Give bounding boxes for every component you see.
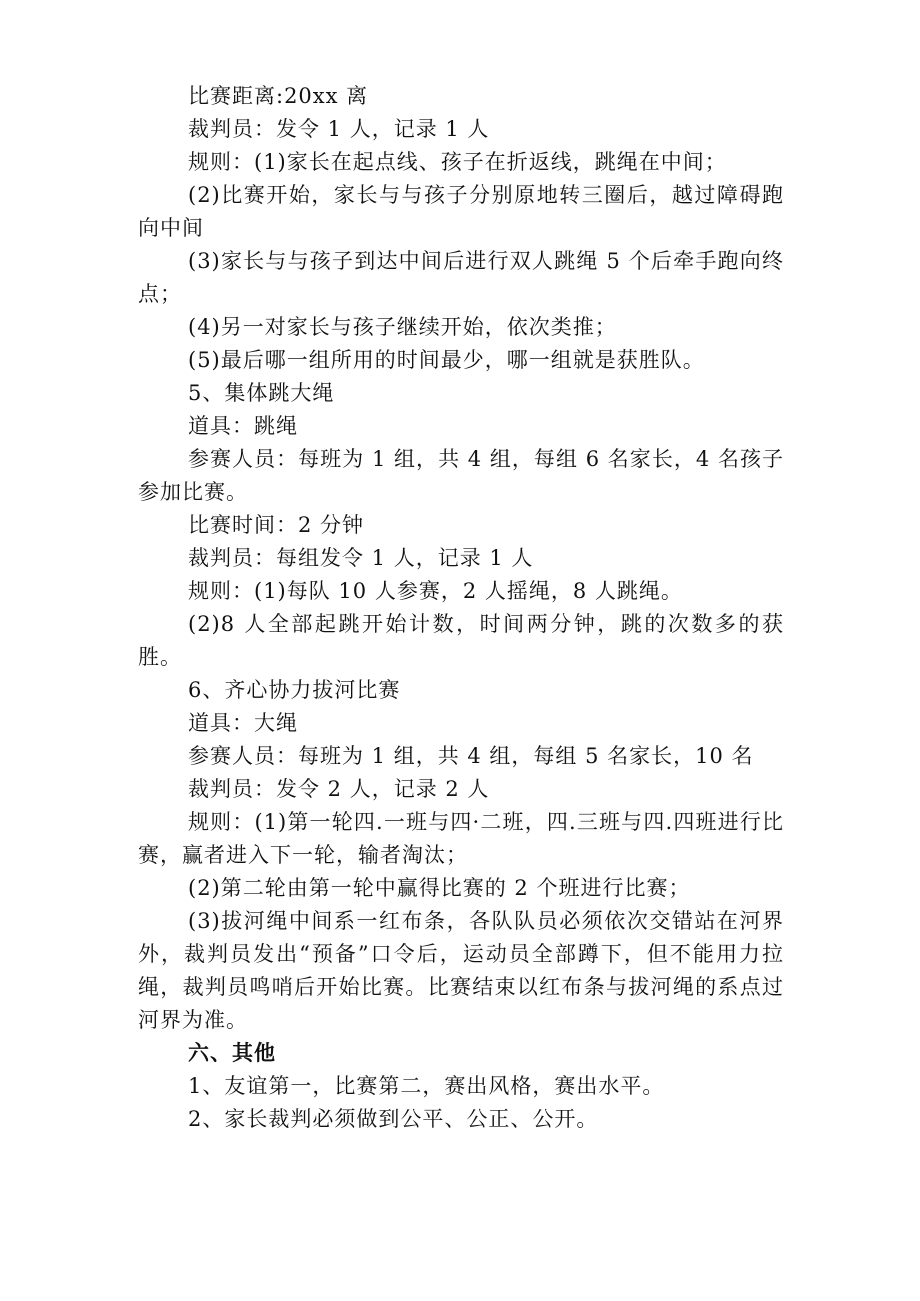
paragraph-referee-group: 裁判员：每组发令 1 人，记录 1 人 [188,546,534,570]
paragraph-tug-rule-3: (3)拔河绳中间系一红布条，各队队员必须依次交错站在河界外，裁判员发出“预备”口令后，运动员全部蹲下，但不能用力拉绳，裁判员鸣哨后开始比赛。比赛结束以红布条与拔河绳的系点过河界为准。 [138,909,784,1032]
paragraph-jump-rule-1: 规则：(1)每队 10 人参赛，2 人摇绳，8 人跳绳。 [188,579,683,603]
paragraph-rule-4: (4)另一对家长与孩子继续开始，依次类推； [188,315,617,339]
paragraph-race-distance: 比赛距离:20xx 离 [188,84,369,108]
paragraph-closing-2: 2、家长裁判必须做到公平、公正、公开。 [188,1107,599,1131]
paragraph-tug-rule-2: (2)第二轮由第一轮中赢得比赛的 2 个班进行比赛； [188,876,691,900]
document-page [138,80,784,1136]
paragraph-rule-5: (5)最后哪一组所用的时间最少，哪一组就是获胜队。 [188,348,705,372]
paragraph-jump-rule-2: (2)8 人全部起跳开始计数，时间两分钟，跳的次数多的获胜。 [138,612,784,669]
paragraph-participants: 参赛人员：每班为 1 组，共 4 组，每组 6 名家长，4 名孩子参加比赛。 [138,447,784,504]
paragraph-event-5-title: 5、集体跳大绳 [188,381,335,405]
paragraph-tug-rule-1: 规则：(1)第一轮四.一班与四·二班，四.三班与四.四班进行比赛，赢者进入下一轮，输者淘汰； [138,810,784,867]
paragraph-tug-referee: 裁判员：发令 2 人，记录 2 人 [188,777,490,801]
paragraph-rule-3: (3)家长与与孩子到达中间后进行双人跳绳 5 个后牵手跑向终点； [138,249,784,306]
paragraph-closing-1: 1、友谊第一，比赛第二，赛出风格，赛出水平。 [188,1074,665,1098]
paragraph-props: 道具：跳绳 [188,414,298,438]
paragraph-tug-participants: 参赛人员：每班为 1 组，共 4 组，每组 5 名家长，10 名 [188,744,754,768]
paragraph-rule-2: (2)比赛开始，家长与与孩子分别原地转三圈后，越过障碍跑向中间 [138,183,784,240]
section-heading: 六、其他 [188,1041,276,1065]
paragraph-event-6-title: 6、齐心协力拔河比赛 [188,678,401,702]
paragraph-props-rope: 道具：大绳 [188,711,298,735]
paragraph-referee: 裁判员：发令 1 人，记录 1 人 [188,117,490,141]
paragraph-race-time: 比赛时间：2 分钟 [188,513,365,537]
paragraph-rule-1: 规则：(1)家长在起点线、孩子在折返线，跳绳在中间； [188,150,727,174]
